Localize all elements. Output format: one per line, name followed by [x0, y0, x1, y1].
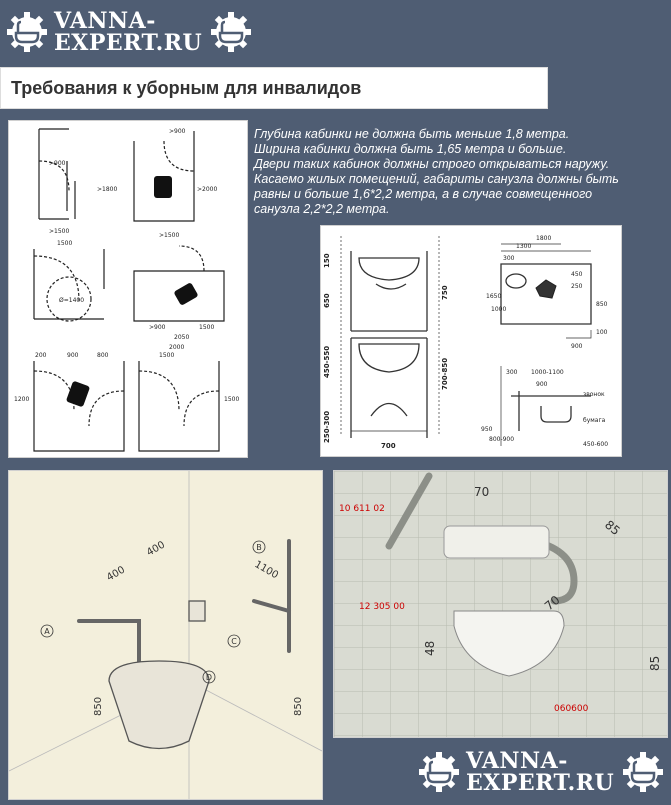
page-title-bar	[0, 67, 548, 109]
marker-label: D	[205, 673, 213, 682]
plan-label: 1200	[14, 396, 30, 403]
plan-label: 200	[35, 352, 47, 359]
plan-label: >900	[49, 160, 66, 167]
brand-line-1: VANNA-	[54, 8, 156, 34]
toilet-illustration-right	[333, 470, 668, 738]
floor-plans-panel	[8, 120, 248, 458]
sink-dim-label: 250-300	[323, 410, 331, 443]
wc-side-label: бумага	[583, 417, 606, 424]
plan-label: 1500	[199, 324, 215, 331]
plan-label: 2000	[169, 344, 185, 351]
plan-label: Ø=1400	[59, 297, 85, 304]
wc-side-label: 1000-1100	[531, 369, 564, 376]
wc-side-label: 450-600	[583, 441, 609, 448]
footer-logo[interactable]	[418, 750, 664, 794]
wc-side-label: 950	[481, 426, 493, 433]
marker-label: A	[44, 627, 50, 636]
sink-dim-label: 150	[323, 253, 331, 268]
toilet-grab-bar-drawing	[9, 471, 322, 799]
wc-plan-label: 900	[571, 343, 583, 350]
page-title: Требования к уборным для инвалидов	[11, 78, 362, 98]
note-line: Касаемо жилых помещений, габариты санузла должны быть	[254, 172, 619, 186]
wc-plan-label: 1300	[516, 243, 532, 250]
part-code: 10 611 02	[339, 504, 385, 514]
wc-plan-label: 250	[571, 283, 583, 290]
plan-label: >900	[149, 324, 166, 331]
note-line: Глубина кабинки не должна быть меньше 1,8 метра.	[254, 127, 570, 141]
bathtub-gear-icon	[210, 11, 252, 53]
plan-label: >900	[169, 128, 186, 135]
part-code: 12 305 00	[359, 602, 405, 612]
wc-plan-label: 450	[571, 271, 583, 278]
wc-side-label: 800-900	[489, 436, 515, 443]
brand-line-2: EXPERT.RU	[466, 770, 615, 796]
wc-plan-label: 1650	[486, 293, 502, 300]
requirements-text	[254, 127, 664, 217]
header-logo[interactable]	[6, 10, 252, 54]
plan-label: >2000	[197, 186, 218, 193]
sink-wc-drawing	[321, 226, 621, 456]
brand-line-1: VANNA-	[466, 748, 568, 774]
sink-dim-label: 650	[323, 293, 331, 308]
wc-side-label: звонок	[583, 391, 605, 398]
sink-dim-label: 700-850	[441, 357, 449, 390]
illustration-dim: 400	[105, 564, 128, 584]
marker-label: C	[231, 637, 237, 646]
illustration-dim: 850	[93, 696, 104, 716]
wc-plan-label: 1800	[536, 235, 552, 242]
plan-label: 1500	[57, 240, 73, 247]
wc-plan-label: 100	[596, 329, 608, 336]
plan-label: 2050	[174, 334, 190, 341]
wc-side-label: 900	[536, 381, 548, 388]
part-code: 060600	[554, 704, 589, 714]
illustration-dim: 400	[145, 539, 168, 559]
illustration-dim: 1100	[252, 559, 281, 582]
wc-plan-label: 300	[503, 255, 515, 262]
dimension-drawings-panel	[320, 225, 622, 457]
illustration-dim: 850	[293, 696, 304, 716]
note-line: санузла 2,2*2,2 метра.	[254, 202, 390, 216]
photo-dim: 85	[602, 517, 623, 539]
plan-label: 1500	[224, 396, 240, 403]
brand-line-2: EXPERT.RU	[54, 30, 203, 56]
photo-dim: 85	[648, 655, 662, 671]
plan-label: >1500	[49, 228, 70, 235]
floor-plans-drawing	[9, 121, 247, 457]
plan-label: >1500	[159, 232, 180, 239]
marker-label: B	[256, 543, 262, 552]
plan-label: 1500	[159, 352, 175, 359]
note-line: равны и больше 1,6*2,2 метра, а в случае совмещенного	[254, 187, 593, 201]
sink-dim-label: 700	[381, 442, 396, 450]
bathtub-gear-icon	[6, 11, 48, 53]
wc-plan-label: 850	[596, 301, 608, 308]
wc-side-label: 300	[506, 369, 518, 376]
photo-dim: 48	[423, 640, 437, 656]
photo-dim: 70	[474, 485, 490, 499]
plan-label: 900	[67, 352, 79, 359]
note-line: Ширина кабинки должна быть 1,65 метра и больше.	[254, 142, 567, 156]
wc-plan-label: 1000	[491, 306, 507, 313]
plan-label: >1800	[97, 186, 118, 193]
sink-dim-label: 750	[441, 285, 449, 300]
photo-dim: 70	[541, 592, 563, 614]
sink-dim-label: 450-550	[323, 345, 331, 378]
plan-label: 800	[97, 352, 109, 359]
toilet-illustration-left	[8, 470, 323, 800]
note-line: Двери таких кабинок должны строго открываться наружу.	[254, 157, 610, 171]
bathtub-gear-icon	[418, 751, 460, 793]
bathtub-gear-icon	[622, 751, 664, 793]
wall-tile-scene	[334, 471, 667, 737]
